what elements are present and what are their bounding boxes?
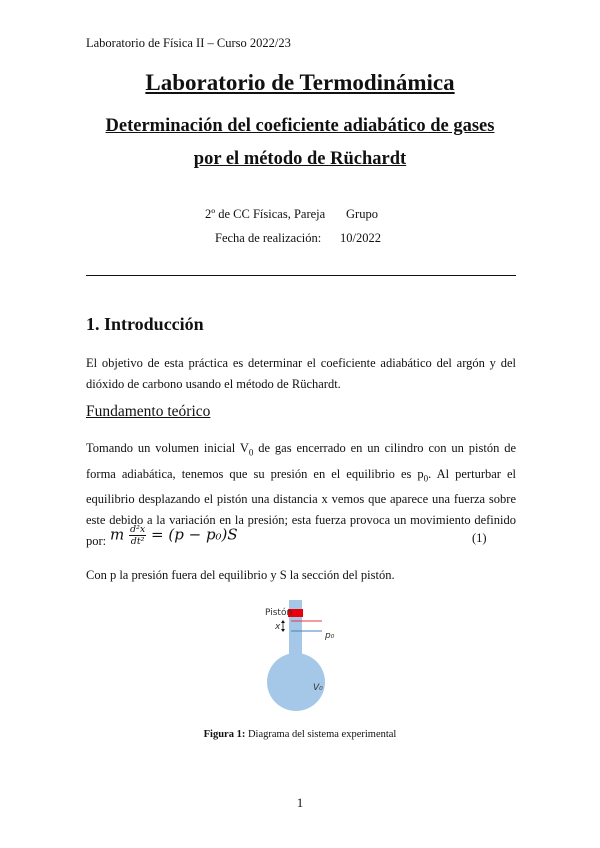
v0-subscript: 0	[248, 447, 254, 458]
equation-m: m	[110, 525, 125, 544]
theory-text-part2: de gas encerrado en un cilindro con un pistón de forma adiabática, tenemos que su presión en el equilibrio es p	[86, 441, 516, 481]
group-label: Grupo	[346, 207, 378, 221]
label-piston: Pistón	[265, 608, 293, 618]
after-equation-text: Con p la presión fuera del equilibrio y S la sección del pistón.	[86, 568, 395, 582]
label-p0: p₀	[325, 631, 335, 641]
caption-text: Diagrama del sistema experimental	[245, 729, 397, 740]
p0-subscript: 0	[423, 473, 429, 483]
horizontal-rule	[86, 275, 516, 276]
experiment-diagram	[255, 600, 365, 718]
subsection-heading-fundamento: Fundamento teórico	[86, 403, 211, 420]
gas-flask-bulb	[267, 653, 325, 711]
subtitle-line-1: Determinación del coeficiente adiabático de gases	[105, 116, 495, 136]
subtitle-line-2: por el método de Rüchardt	[193, 149, 407, 169]
theory-text-part3: . Al perturbar el equilibrio desplazando el pistón una distancia x vemos que aparece una fuerza sobre este debido a la variación en la presión; esta fuerza provoca un movimiento definido por:	[86, 466, 516, 548]
equation-denominator: dt²	[130, 536, 145, 547]
date-value: 10/2022	[340, 231, 381, 245]
label-x: x	[275, 622, 281, 632]
equation-number: (1)	[472, 531, 487, 545]
course-pair: 2º de CC Físicas, Pareja	[205, 207, 326, 221]
document-title: Laboratorio de Termodinámica	[145, 70, 455, 95]
caption-label: Figura 1:	[203, 729, 246, 740]
equation-numerator: d²x	[130, 524, 146, 535]
label-v0: V₀	[313, 683, 323, 693]
arrow-head-up	[281, 620, 285, 623]
arrow-head-down	[281, 629, 285, 632]
page-number: 1	[296, 795, 304, 810]
figure-caption	[0, 729, 600, 740]
date-label: Fecha de realización:	[215, 231, 322, 245]
section-heading-introduccion: 1. Introducción	[86, 314, 204, 334]
equation-fraction	[129, 524, 146, 547]
running-header: Laboratorio de Física II – Curso 2022/23	[86, 36, 291, 50]
equation-rhs: = (p − p₀)S	[151, 525, 238, 544]
intro-paragraph: El objetivo de esta práctica es determinar el coeficiente adiabático del argón y del dióxido de carbono usando el método de Rüchardt.	[86, 356, 516, 391]
theory-text-part1: Tomando un volumen inicial V	[86, 441, 249, 455]
equation-1	[110, 524, 238, 547]
